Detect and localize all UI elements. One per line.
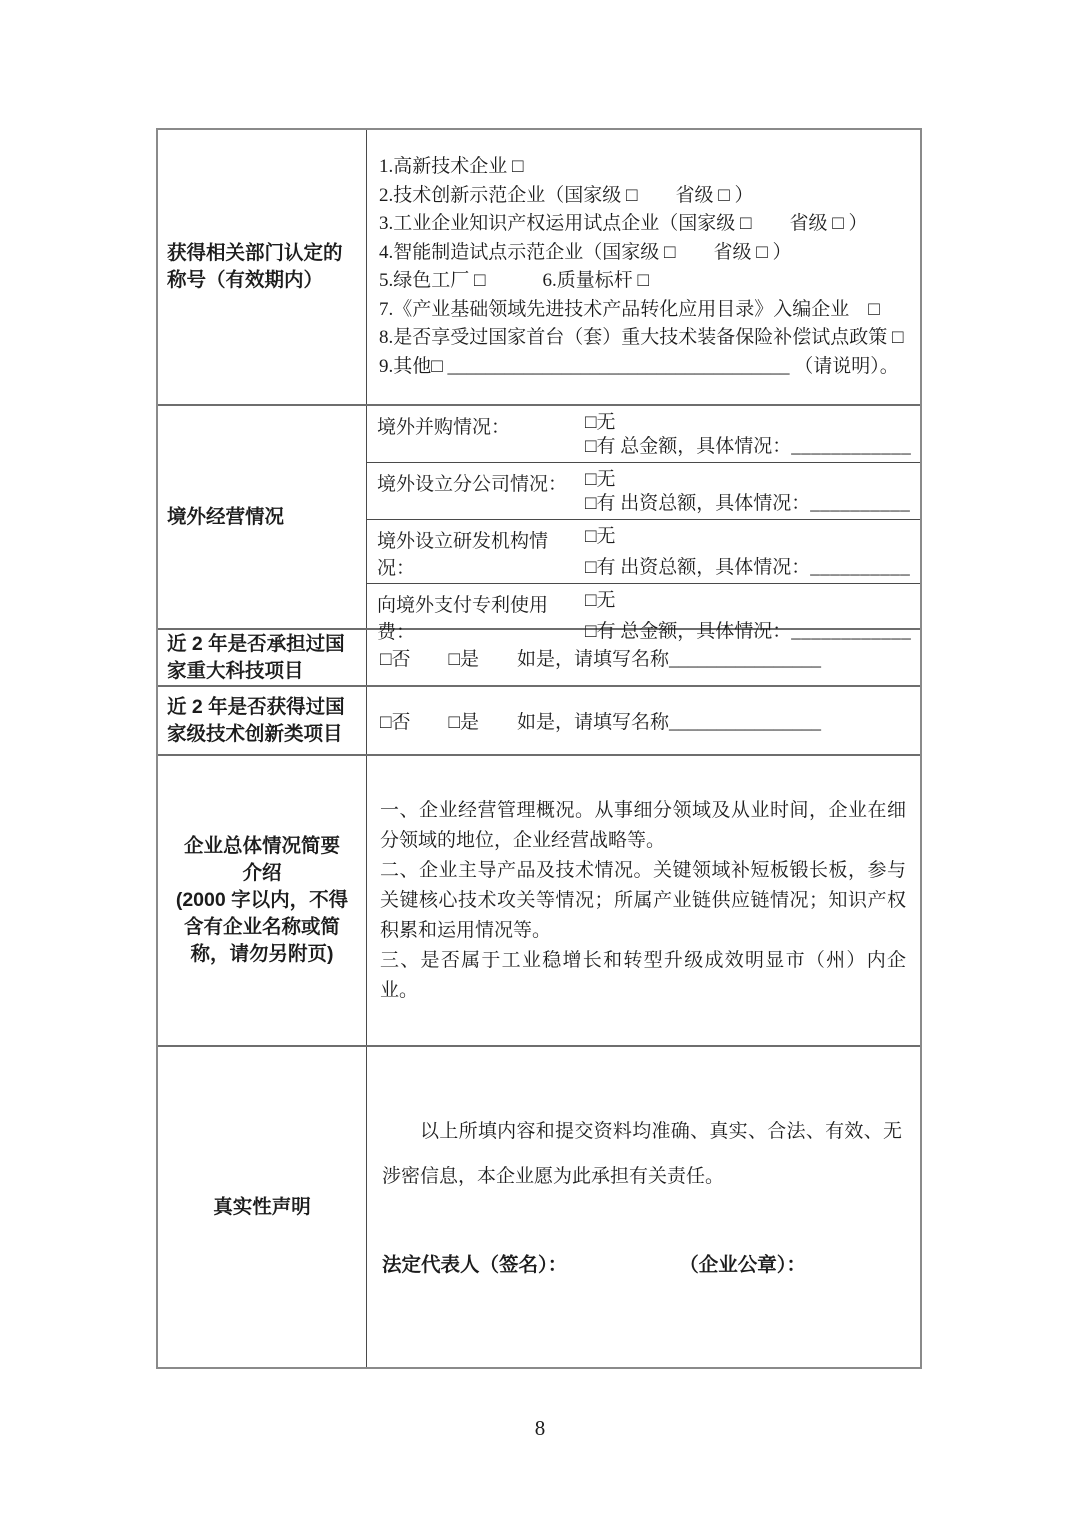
overview-paragraph-1: 一、企业经营管理概况。从事细分领域及从业时间，企业在细分领域的地位，企业经营战略等。 (380, 799, 906, 851)
overseas-subrow-branch (367, 462, 920, 519)
declaration-label: 真实性声明 (213, 1195, 311, 1218)
overview-label-line2: 介绍 (242, 862, 282, 884)
overview-content-cell (367, 756, 920, 1045)
overseas-rnd-options (585, 525, 920, 580)
overseas-branch-blank: __________ (810, 493, 911, 514)
overseas-subrow-rnd (367, 519, 920, 583)
overseas-content-cell (367, 406, 920, 643)
declaration-label-cell (158, 1047, 367, 1367)
overseas-label-cell (158, 406, 367, 628)
overseas-subrow-merger (367, 406, 920, 462)
overseas-merger-options (585, 411, 920, 459)
overseas-rnd-yes-line (585, 556, 912, 580)
overseas-merger-no-checkbox: □无 (585, 412, 616, 433)
overseas-patent-fee-label: 向境外支付专利使用费： (377, 595, 549, 643)
overseas-branch-yes-line (585, 492, 912, 516)
declaration-signature-row (382, 1249, 902, 1277)
honors-content-cell (367, 130, 920, 404)
overseas-merger-label: 境外并购情况： (377, 417, 511, 438)
page-number: 8 (534, 1416, 546, 1440)
innovation-projects-label: 近 2 年是否获得过国家级技术创新类项目 (167, 695, 345, 745)
overseas-rnd-label: 境外设立研发机构情况： (377, 531, 549, 579)
overseas-merger-blank: ____________ (791, 436, 912, 457)
overview-label-note: (2000 字以内，不得含有企业名称或简称，请勿另附页) (175, 889, 349, 965)
overseas-branch-label: 境外设立分公司情况： (377, 474, 568, 495)
overview-label-cell (158, 756, 367, 1045)
honor-item-1: 1.高新技术企业 □ (379, 156, 524, 177)
honor-item-3: 3.工业企业知识产权运用试点企业（国家级 □ 省级 □ ） (379, 213, 868, 234)
overseas-patent-fee-no-checkbox: □无 (585, 590, 616, 611)
honors-label: 获得相关部门认定的称号（有效期内） (167, 242, 343, 291)
row-major-projects (158, 628, 920, 685)
major-projects-options: □否 □是 如是，请填写名称________________ (380, 649, 821, 670)
overseas-label: 境外经营情况 (167, 505, 285, 528)
overseas-branch-options (585, 468, 920, 516)
major-projects-label-cell (158, 630, 367, 685)
honor-item-7: 7.《产业基础领域先进技术产品转化应用目录》入编企业 □ (379, 298, 880, 320)
legal-representative-signature-label: 法定代表人（签名）： (382, 1254, 568, 1276)
overseas-patent-fee-blank: ____________ (791, 621, 912, 642)
row-declaration (158, 1045, 920, 1367)
major-projects-content-cell (367, 630, 920, 685)
innovation-projects-label-cell (158, 687, 367, 754)
overseas-merger-yes-checkbox: □有 总金额，具体情况： (585, 436, 792, 457)
honor-item-2: 2.技术创新示范企业（国家级 □ 省级 □ ） (379, 184, 754, 206)
innovation-projects-content-cell (367, 687, 920, 754)
major-projects-label: 近 2 年是否承担过国家重大科技项目 (167, 632, 345, 682)
row-honors (158, 130, 920, 404)
overview-paragraph-3: 三、是否属于工业稳增长和转型升级成效明显市（州）内企业。 (380, 949, 906, 1001)
overseas-branch-no-checkbox: □无 (585, 469, 616, 490)
declaration-body: 以上所填内容和提交资料均准确、真实、合法、有效、无涉密信息，本企业愿为此承担有关责任。 (382, 1121, 902, 1187)
overseas-rnd-yes-checkbox: □有 出资总额，具体情况： (585, 557, 811, 578)
overview-paragraph-2: 二、企业主导产品及技术情况。关键领域补短板锻长板，参与关键核心技术攻关等情况；所属产业链供应链情况；知识产权积累和运用情况等。 (380, 859, 906, 941)
overseas-rnd-no-checkbox: □无 (585, 526, 616, 547)
honor-item-8: 8.是否享受过国家首台（套）重大技术装备保险补偿试点政策 □ (379, 327, 904, 348)
honor-item-9-other: 9.其他□ ____________________________________ （请说明）。 (379, 355, 899, 377)
overseas-branch-yes-checkbox: □有 出资总额，具体情况： (585, 493, 811, 514)
honors-label-cell (158, 130, 367, 404)
row-overseas (158, 404, 920, 643)
overview-label-line1: 企业总体情况简要 (183, 835, 340, 857)
overseas-rnd-blank: __________ (810, 557, 911, 578)
company-seal-label: （企业公章）： (679, 1254, 807, 1276)
overseas-patent-fee-yes-checkbox: □有 总金额，具体情况： (585, 621, 792, 642)
overseas-merger-yes-line (585, 435, 912, 459)
row-overview (158, 754, 920, 1045)
application-form-table (156, 128, 922, 1369)
honor-item-5-6: 5.绿色工厂 □ 6.质量标杆 □ (379, 270, 649, 291)
row-innovation-projects (158, 685, 920, 754)
innovation-projects-options: □否 □是 如是，请填写名称________________ (380, 712, 821, 733)
declaration-content-cell (367, 1047, 920, 1367)
honor-item-4: 4.智能制造试点示范企业（国家级 □ 省级 □ ） (379, 241, 792, 263)
